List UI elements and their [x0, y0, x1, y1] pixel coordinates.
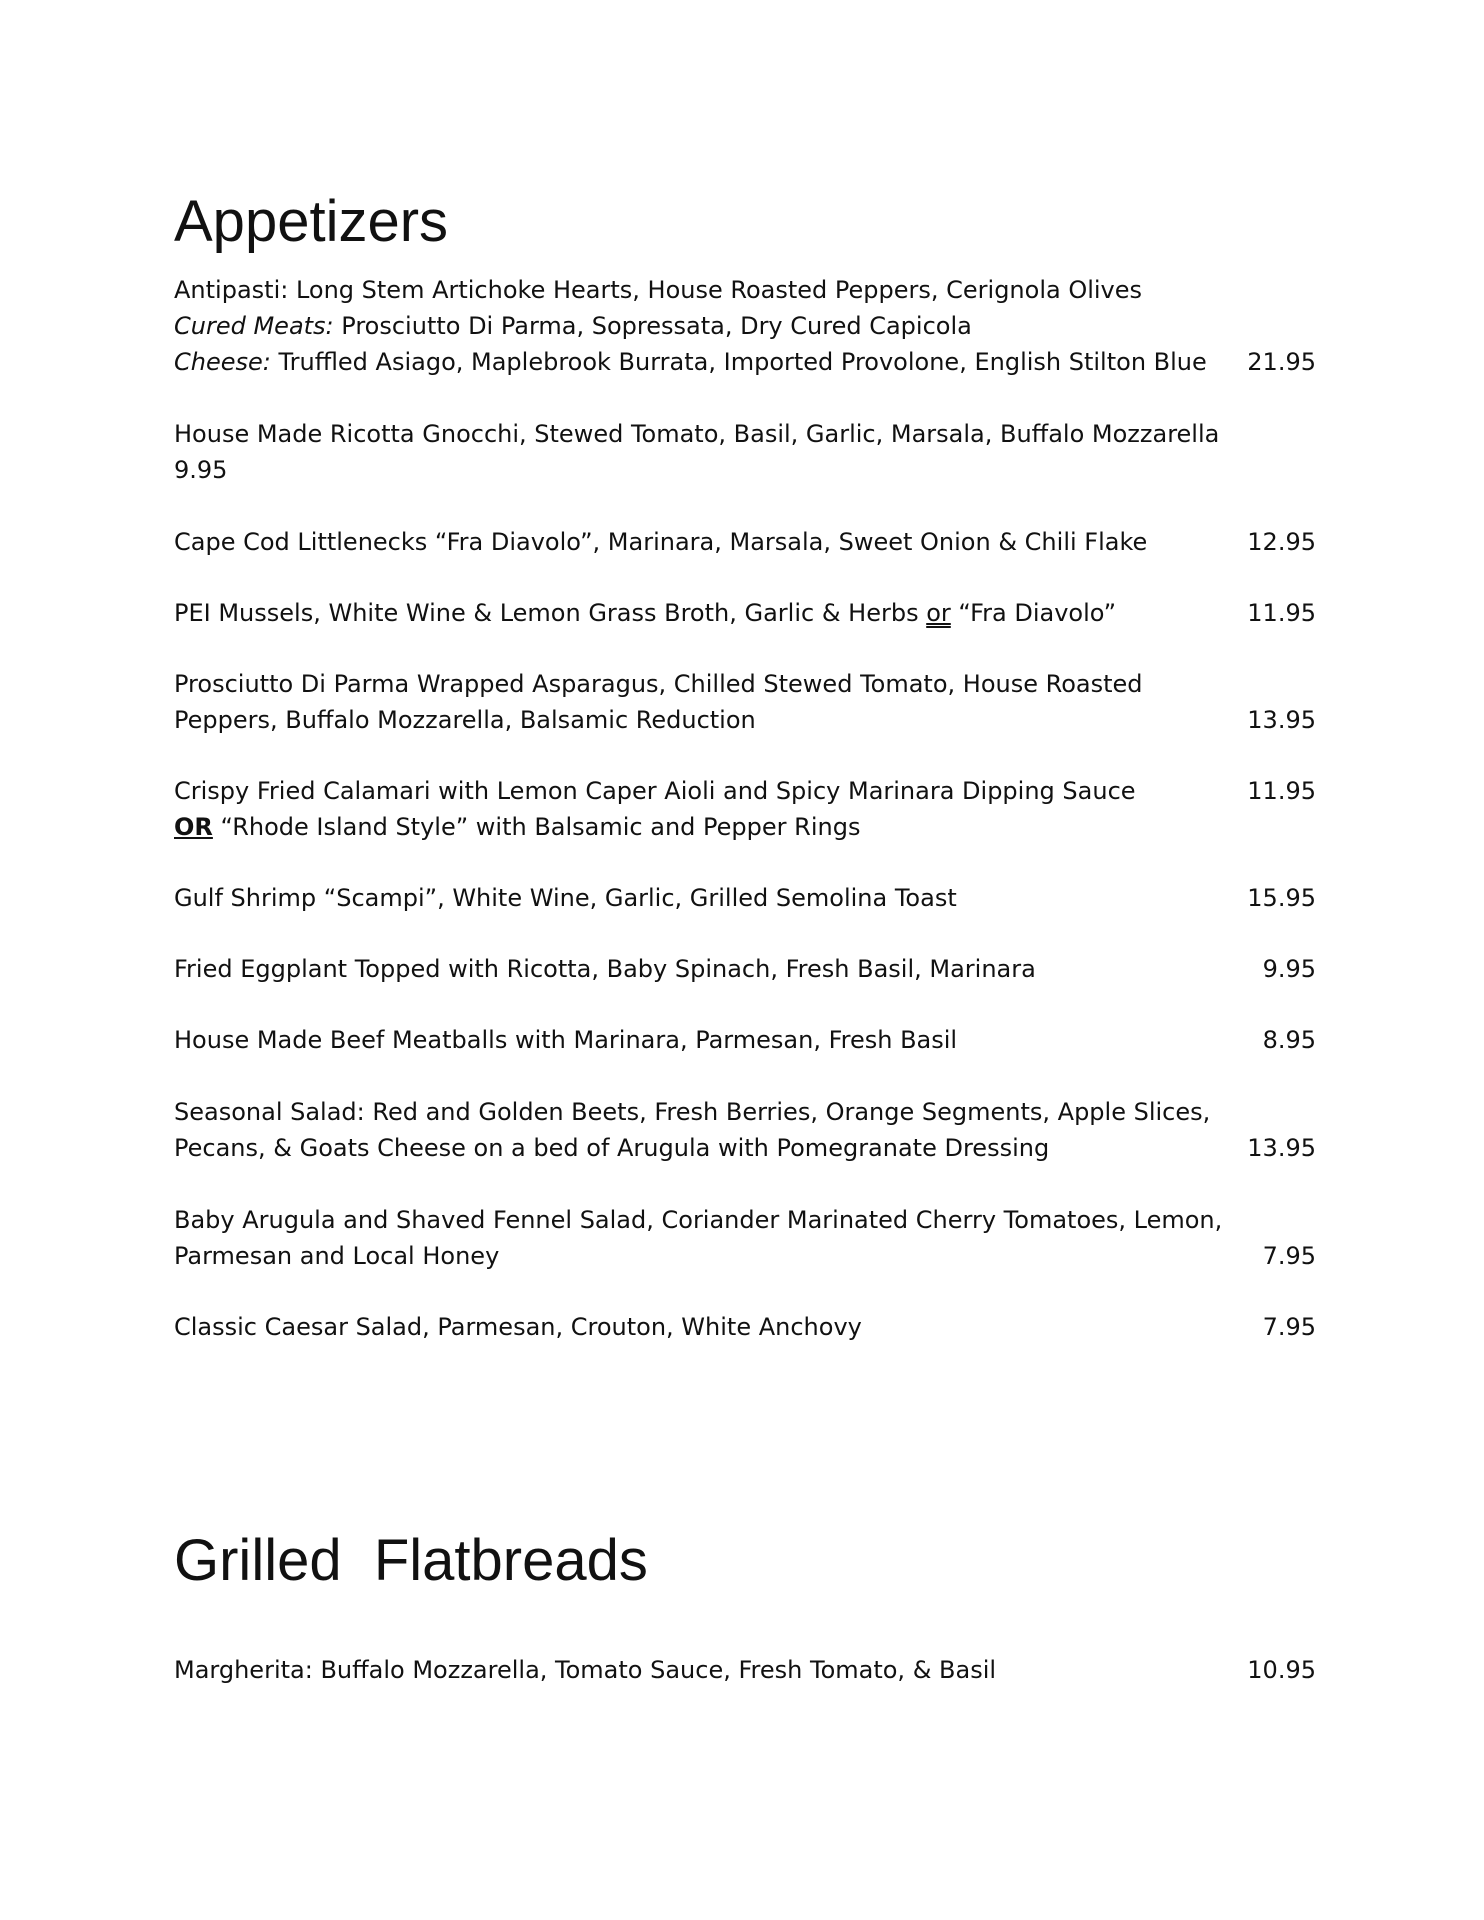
- antipasti-line-2: [174, 308, 972, 344]
- arugula-salad-price: 7.95: [1262, 1242, 1316, 1270]
- antipasti-line-3: [174, 344, 1207, 380]
- calamari-line-1: Crispy Fried Calamari with Lemon Caper Aioli and Spicy Marinara Dipping Sauce: [174, 777, 1136, 805]
- cheese-label: Cheese:: [174, 348, 271, 376]
- margherita-price: 10.95: [1247, 1656, 1316, 1684]
- asparagus-line-2: Peppers, Buffalo Mozzarella, Balsamic Reduction: [174, 706, 756, 734]
- caesar-line-1: Classic Caesar Salad, Parmesan, Crouton, White Anchovy: [174, 1313, 862, 1341]
- littlenecks-price: 12.95: [1247, 528, 1316, 556]
- shrimp-price: 15.95: [1247, 884, 1316, 912]
- antipasti-price: 21.95: [1247, 348, 1316, 376]
- shrimp-line-1: Gulf Shrimp “Scampi”, White Wine, Garlic, Grilled Semolina Toast: [174, 884, 957, 912]
- cured-meats-text: Prosciutto Di Parma, Sopressata, Dry Cured Capicola: [333, 312, 972, 340]
- meatballs-price: 8.95: [1262, 1026, 1316, 1054]
- calamari-or: OR: [174, 813, 213, 841]
- mussels-text-a: PEI Mussels, White Wine & Lemon Grass Broth, Garlic & Herbs: [174, 599, 927, 627]
- calamari-line-2: [174, 809, 860, 845]
- cured-meats-label: Cured Meats:: [174, 312, 334, 340]
- gnocchi-price: 9.95: [174, 456, 228, 484]
- margherita-line-1: Margherita: Buffalo Mozzarella, Tomato Sauce, Fresh Tomato, & Basil: [174, 1656, 997, 1684]
- mussels-price: 11.95: [1247, 599, 1316, 627]
- calamari-price: 11.95: [1247, 777, 1316, 805]
- eggplant-line-1: Fried Eggplant Topped with Ricotta, Baby Spinach, Fresh Basil, Marinara: [174, 955, 1036, 983]
- eggplant-price: 9.95: [1262, 955, 1316, 983]
- antipasti-line-1: Antipasti: Long Stem Artichoke Hearts, House Roasted Peppers, Cerignola Olives: [174, 276, 1143, 304]
- asparagus-line-1: Prosciutto Di Parma Wrapped Asparagus, Chilled Stewed Tomato, House Roasted: [174, 670, 1143, 698]
- cheese-text: Truffled Asiago, Maplebrook Burrata, Imported Provolone, English Stilton Blue: [270, 348, 1207, 376]
- meatballs-line-1: House Made Beef Meatballs with Marinara, Parmesan, Fresh Basil: [174, 1026, 958, 1054]
- appetizers-heading: Appetizers: [174, 189, 449, 254]
- asparagus-price: 13.95: [1247, 706, 1316, 734]
- caesar-price: 7.95: [1262, 1313, 1316, 1341]
- seasonal-salad-line-1: Seasonal Salad: Red and Golden Beets, Fresh Berries, Orange Segments, Apple Slices,: [174, 1098, 1211, 1126]
- seasonal-salad-price: 13.95: [1247, 1134, 1316, 1162]
- mussels-text-b: “Fra Diavolo”: [950, 599, 1117, 627]
- flatbreads-heading: Grilled Flatbreads: [174, 1528, 648, 1593]
- littlenecks-line-1: Cape Cod Littlenecks “Fra Diavolo”, Marinara, Marsala, Sweet Onion & Chili Flake: [174, 528, 1148, 556]
- arugula-salad-line-2: Parmesan and Local Honey: [174, 1242, 500, 1270]
- mussels-or: or: [926, 599, 951, 627]
- gnocchi-line-1: House Made Ricotta Gnocchi, Stewed Tomato, Basil, Garlic, Marsala, Buffalo Mozzarella: [174, 420, 1220, 448]
- arugula-salad-line-1: Baby Arugula and Shaved Fennel Salad, Coriander Marinated Cherry Tomatoes, Lemon,: [174, 1206, 1223, 1234]
- calamari-text: “Rhode Island Style” with Balsamic and Pepper Rings: [212, 813, 861, 841]
- mussels-line-1: [174, 595, 1116, 631]
- seasonal-salad-line-2: Pecans, & Goats Cheese on a bed of Arugula with Pomegranate Dressing: [174, 1134, 1050, 1162]
